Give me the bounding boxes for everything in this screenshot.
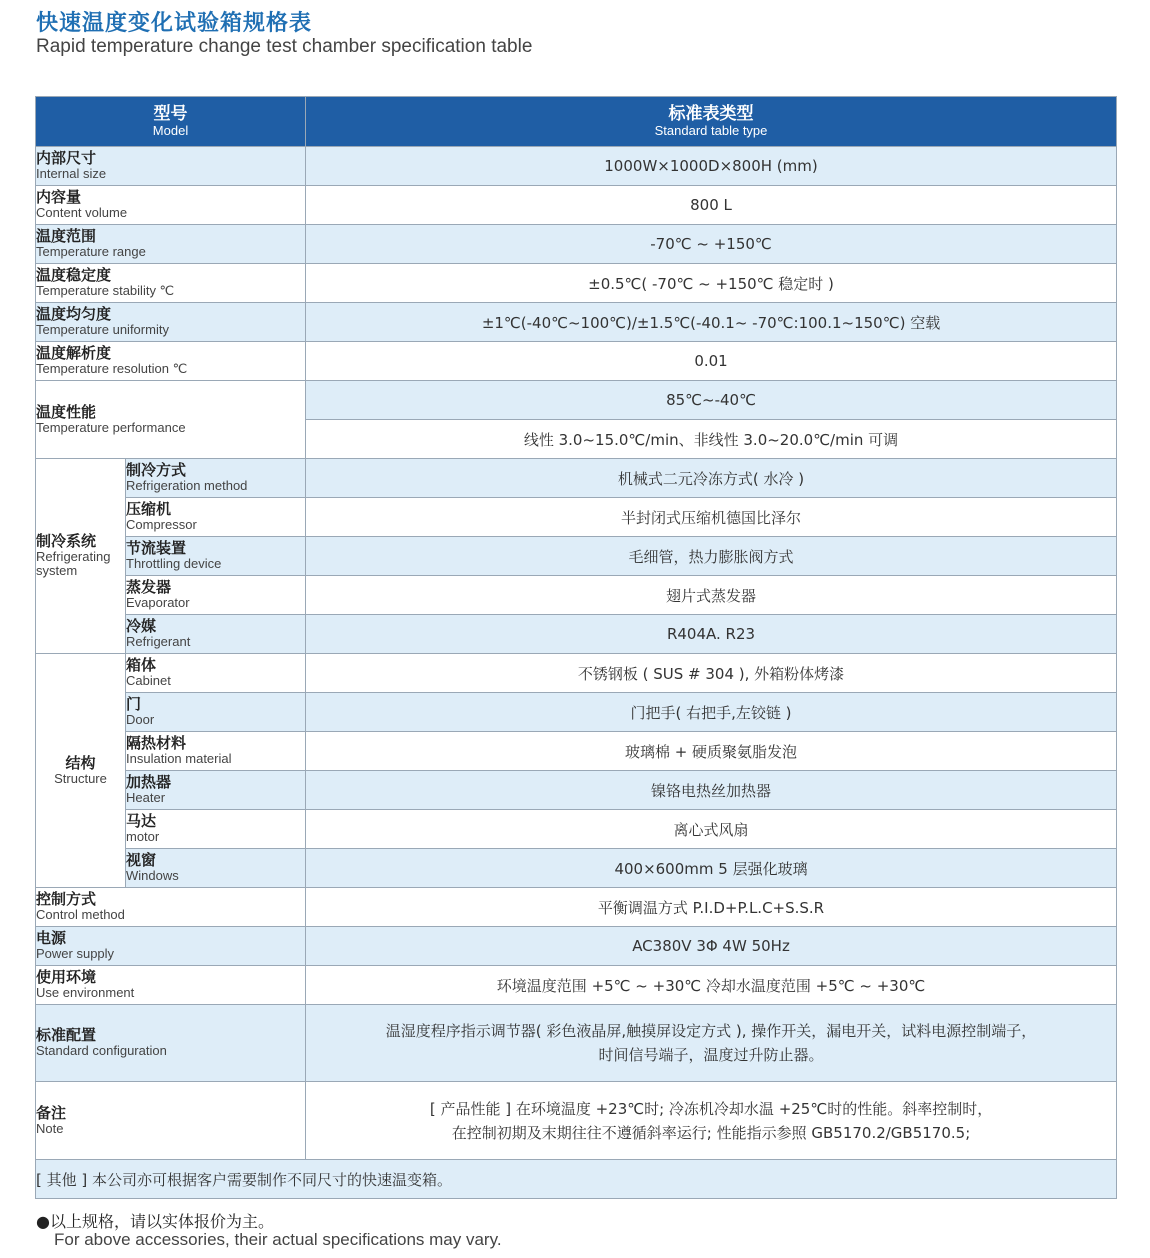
label-content-volume: 内容量 Content volume <box>36 186 306 225</box>
row-heater <box>36 771 1117 810</box>
value-cabinet: 不锈钢板 ( SUS # 304 ), 外箱粉体烤漆 <box>306 654 1117 693</box>
label-windows: 视窗 Windows <box>126 849 306 888</box>
value-motor: 离心式风扇 <box>306 810 1117 849</box>
row-standard-config <box>36 1005 1117 1082</box>
row-refrigeration-method <box>36 459 1117 498</box>
table-header-row <box>36 97 1117 147</box>
label-temp-uniformity: 温度均匀度 Temperature uniformity <box>36 303 306 342</box>
value-compressor: 半封闭式压缩机德国比泽尔 <box>306 498 1117 537</box>
row-refrigerant <box>36 615 1117 654</box>
value-power: AC380V 3Φ 4W 50Hz <box>306 927 1117 966</box>
row-motor <box>36 810 1117 849</box>
row-temp-stability <box>36 264 1117 303</box>
label-evaporator: 蒸发器 Evaporator <box>126 576 306 615</box>
label-temp-range: 温度范围 Temperature range <box>36 225 306 264</box>
row-door <box>36 693 1117 732</box>
row-cabinet <box>36 654 1117 693</box>
row-control <box>36 888 1117 927</box>
value-door: 门把手( 右把手,左铰链 ) <box>306 693 1117 732</box>
value-temp-performance-2: 线性 3.0~15.0℃/min、非线性 3.0~20.0℃/min 可调 <box>306 420 1117 459</box>
value-note: [ 产品性能 ] 在环境温度 +23℃时; 冷冻机冷却水温 +25℃时的性能。斜率控制时， 在控制初期及末期往往不遵循斜率运行; 性能指示参照 GB5170.2/GB5170.5; <box>306 1082 1117 1160</box>
value-control: 平衡调温方式 P.I.D+P.L.C+S.S.R <box>306 888 1117 927</box>
value-environment: 环境温度范围 +5℃ ~ +30℃ 冷却水温度范围 +5℃ ~ +30℃ <box>306 966 1117 1005</box>
label-standard-config: 标准配置 Standard configuration <box>36 1005 306 1082</box>
page-subtitle: Rapid temperature change test chamber specification table <box>36 36 533 57</box>
header-model: 型号 Model <box>36 97 306 147</box>
value-temp-uniformity: ±1℃(-40℃~100℃)/±1.5℃(-40.1~ -70℃:100.1~150℃) 空载 <box>306 303 1117 342</box>
row-other <box>36 1160 1117 1199</box>
value-windows: 400×600mm 5 层强化玻璃 <box>306 849 1117 888</box>
value-throttling: 毛细管，热力膨胀阀方式 <box>306 537 1117 576</box>
row-temp-performance-1 <box>36 381 1117 420</box>
value-insulation: 玻璃棉 + 硬质聚氨脂发泡 <box>306 732 1117 771</box>
label-cabinet: 箱体 Cabinet <box>126 654 306 693</box>
footer-note-en: For above accessories, their actual specifications may vary. <box>54 1230 502 1249</box>
label-refrigeration-method: 制冷方式 Refrigeration method <box>126 459 306 498</box>
page-title: 快速温度变化试验箱规格表 <box>36 11 313 36</box>
header-standard-type: 标准表类型 Standard table type <box>306 97 1117 147</box>
row-internal-size <box>36 147 1117 186</box>
row-insulation <box>36 732 1117 771</box>
value-temp-stability: ±0.5℃( -70℃ ~ +150℃ 稳定时 ) <box>306 264 1117 303</box>
label-compressor: 压缩机 Compressor <box>126 498 306 537</box>
label-refrigerant: 冷媒 Refrigerant <box>126 615 306 654</box>
row-note <box>36 1082 1117 1160</box>
row-compressor <box>36 498 1117 537</box>
value-standard-config: 温湿度程序指示调节器( 彩色液晶屏,触摸屏设定方式 ), 操作开关，漏电开关，试料电源控制端子， 时间信号端子，温度过升防止器。 <box>306 1005 1117 1082</box>
label-temp-stability: 温度稳定度 Temperature stability ℃ <box>36 264 306 303</box>
row-evaporator <box>36 576 1117 615</box>
group-refrigeration: 制冷系统 Refrigerating system <box>36 459 126 654</box>
row-temp-resolution <box>36 342 1117 381</box>
label-note: 备注 Note <box>36 1082 306 1160</box>
label-heater: 加热器 Heater <box>126 771 306 810</box>
value-evaporator: 翅片式蒸发器 <box>306 576 1117 615</box>
label-throttling: 节流装置 Throttling device <box>126 537 306 576</box>
spec-table <box>35 96 1117 1199</box>
label-power: 电源 Power supply <box>36 927 306 966</box>
label-environment: 使用环境 Use environment <box>36 966 306 1005</box>
label-internal-size: 内部尺寸 Internal size <box>36 147 306 186</box>
label-temp-resolution: 温度解析度 Temperature resolution ℃ <box>36 342 306 381</box>
label-door: 门 Door <box>126 693 306 732</box>
row-throttling <box>36 537 1117 576</box>
row-temp-uniformity <box>36 303 1117 342</box>
value-refrigeration-method: 机械式二元冷冻方式( 水冷 ) <box>306 459 1117 498</box>
label-control: 控制方式 Control method <box>36 888 306 927</box>
group-structure: 结构 Structure <box>36 654 126 888</box>
value-refrigerant: R404A. R23 <box>306 615 1117 654</box>
row-power <box>36 927 1117 966</box>
value-content-volume: 800 L <box>306 186 1117 225</box>
value-temp-range: -70℃ ~ +150℃ <box>306 225 1117 264</box>
value-temp-resolution: 0.01 <box>306 342 1117 381</box>
value-internal-size: 1000W×1000D×800H (mm) <box>306 147 1117 186</box>
value-other: [ 其他 ] 本公司亦可根据客户需要制作不同尺寸的快速温变箱。 <box>36 1160 1117 1199</box>
value-heater: 镍铬电热丝加热器 <box>306 771 1117 810</box>
footer-note-cn: ●以上规格，请以实体报价为主。 <box>36 1212 274 1231</box>
row-content-volume <box>36 186 1117 225</box>
label-temp-performance: 温度性能 Temperature performance <box>36 381 306 459</box>
row-environment <box>36 966 1117 1005</box>
row-temp-range <box>36 225 1117 264</box>
label-insulation: 隔热材料 Insulation material <box>126 732 306 771</box>
row-windows <box>36 849 1117 888</box>
value-temp-performance-1: 85℃~-40℃ <box>306 381 1117 420</box>
label-motor: 马达 motor <box>126 810 306 849</box>
